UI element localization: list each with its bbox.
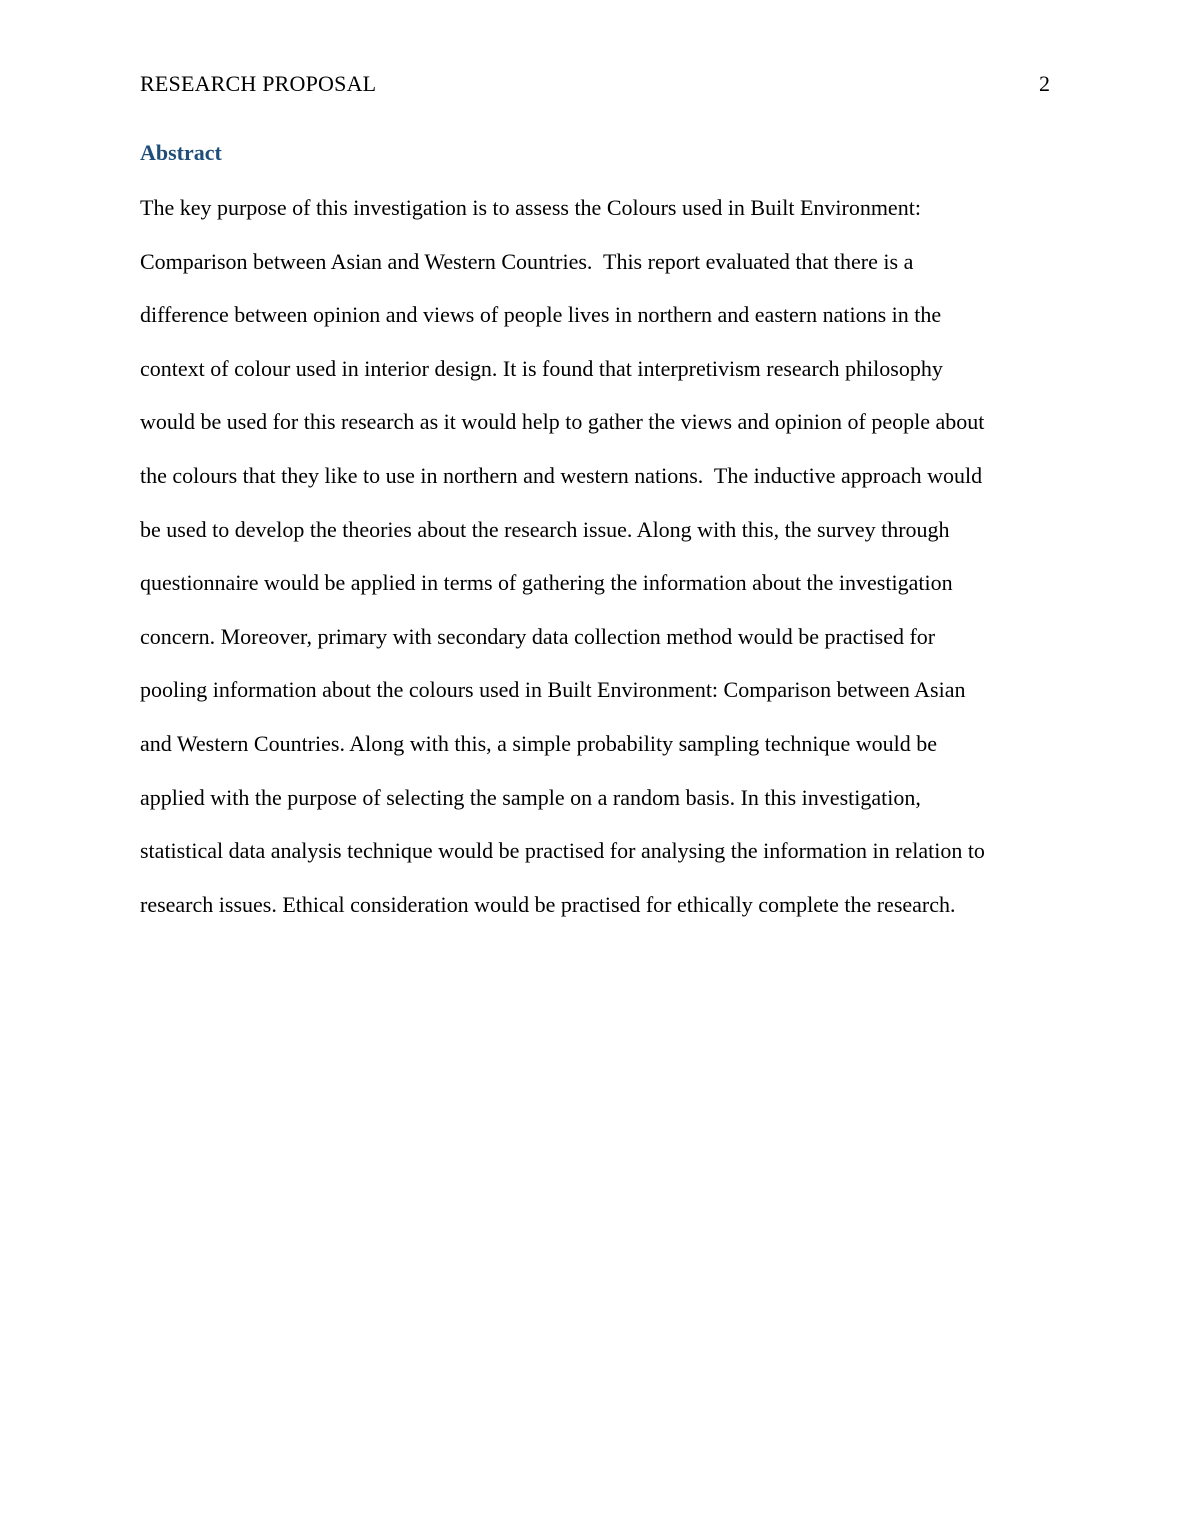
abstract-line: difference between opinion and views of people lives in northern and eastern nations in the xyxy=(140,302,942,328)
page-number: 2 xyxy=(1039,71,1050,96)
abstract-line: be used to develop the theories about the research issue. Along with this, the survey through xyxy=(140,516,950,542)
running-head: RESEARCH PROPOSAL xyxy=(140,71,377,96)
abstract-line: questionnaire would be applied in terms of gathering the information about the investigation xyxy=(140,570,953,596)
abstract-line: research issues. Ethical consideration would be practised for ethically complete the research. xyxy=(140,891,956,917)
abstract-line: applied with the purpose of selecting the sample on a random basis. In this investigation, xyxy=(140,784,921,810)
abstract-line: would be used for this research as it would help to gather the views and opinion of people about xyxy=(140,409,985,435)
abstract-line: pooling information about the colours used in Built Environment: Comparison between Asian xyxy=(140,677,966,703)
abstract-line: The key purpose of this investigation is to assess the Colours used in Built Environment: xyxy=(140,195,921,220)
abstract-line: Comparison between Asian and Western Countries. This report evaluated that there is a xyxy=(140,248,914,274)
abstract-body xyxy=(140,181,1060,931)
abstract-line: and Western Countries. Along with this, a simple probability sampling technique would be xyxy=(140,730,938,756)
abstract-line: context of colour used in interior design. It is found that interpretivism research philosophy xyxy=(140,355,943,381)
abstract-line: statistical data analysis technique would be practised for analysing the information in relation to xyxy=(140,838,985,864)
abstract-heading: Abstract xyxy=(140,140,222,165)
abstract-line: concern. Moreover, primary with secondary data collection method would be practised for xyxy=(140,623,936,649)
abstract-line: the colours that they like to use in northern and western nations. The inductive approach would xyxy=(140,462,983,488)
